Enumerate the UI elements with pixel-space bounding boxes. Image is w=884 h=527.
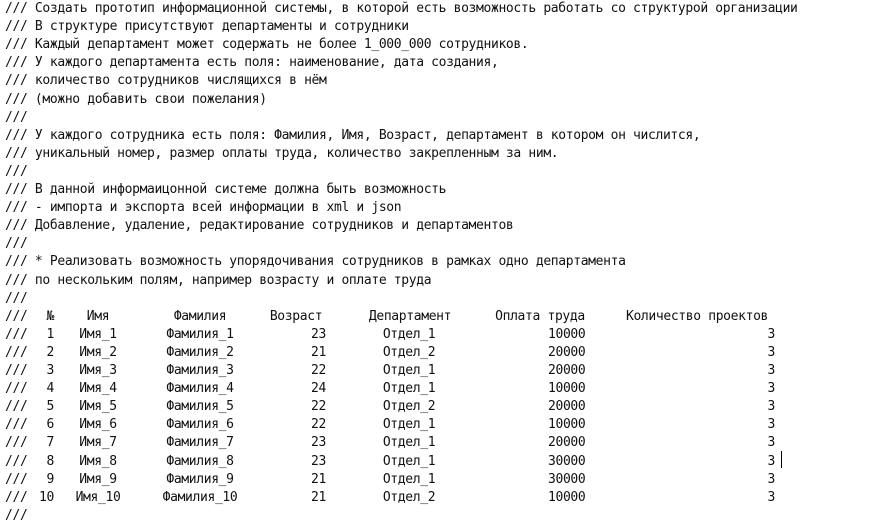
table-cell-age: 24 [311, 381, 326, 397]
table-cell-dept: Отдел_1 [382, 471, 436, 487]
comment-prefix: /// [5, 326, 28, 342]
table-cell-surname: Фамилия_3 [166, 363, 234, 378]
table-cell-projects: 3 [767, 363, 775, 378]
table-cell-dept: Отдел_1 [382, 417, 436, 433]
comment-line: /// Добавление, удаление, редактирование сотрудников и департаментов [5, 218, 514, 234]
table-cell-name: Имя_4 [79, 381, 117, 397]
table-cell-projects: 3 [767, 489, 775, 505]
comment-prefix: /// [5, 453, 28, 469]
table-cell-salary: 10000 [548, 381, 586, 397]
table-cell-projects: 3 [767, 326, 775, 342]
comment-prefix: /// [5, 363, 28, 378]
table-cell-dept: Отдел_2 [382, 344, 436, 360]
table-cell-dept: Отдел_2 [382, 489, 436, 505]
table-cell-projects: 3 [767, 453, 775, 469]
comment-line: /// [5, 290, 28, 306]
comment-line: /// У каждого департамента есть поля: наименование, дата создания, [5, 55, 499, 71]
table-cell-projects: 3 [767, 344, 775, 360]
table-cell-age: 23 [311, 435, 326, 451]
table-cell-surname: Фамилия_2 [166, 344, 234, 360]
comment-line: /// по нескольким полям, например возрасту и оплате труда [5, 272, 432, 288]
comment-line: /// Каждый департамент может содержать не более 1_000_000 сотрудников. [5, 37, 529, 53]
table-cell-surname: Фамилия_8 [166, 453, 234, 469]
comment-line: /// (можно добавить свои пожелания) [5, 91, 267, 107]
comment-prefix: /// [5, 489, 28, 505]
comment-prefix: /// [5, 471, 28, 487]
text-cursor [781, 451, 782, 468]
comment-line: /// У каждого сотрудника есть поля: Фамилия, Имя, Возраст, департамент в котором он числится, [5, 127, 701, 143]
table-cell-num: 10 [39, 489, 54, 505]
table-cell-salary: 10000 [548, 489, 586, 505]
table-header-name: Имя [86, 308, 110, 324]
comment-prefix: /// [5, 417, 28, 433]
table-cell-salary: 30000 [548, 471, 586, 487]
comment-line: /// Создать прототип информационной системы, в которой есть возможность работать со структурой организации [5, 1, 798, 16]
table-cell-projects: 3 [767, 381, 775, 397]
table-cell-surname: Фамилия_5 [166, 399, 234, 415]
table-header-num: № [46, 308, 54, 324]
comment-line: /// [5, 507, 28, 523]
comment-line: /// - импорта и экспорта всей информации в xml и json [5, 200, 402, 216]
table-cell-age: 22 [311, 399, 326, 415]
table-cell-name: Имя_2 [79, 344, 117, 360]
table-cell-num: 3 [46, 363, 54, 378]
table-cell-name: Имя_3 [79, 363, 117, 378]
table-cell-age: 21 [311, 471, 326, 487]
table-cell-projects: 3 [767, 435, 775, 451]
table-cell-surname: Фамилия_9 [166, 471, 234, 487]
comment-line: /// количество сотрудников числящихся в нём [5, 73, 327, 89]
comment-prefix: /// [5, 399, 28, 415]
table-cell-dept: Отдел_1 [382, 363, 436, 378]
table-header-projects: Количество проектов [625, 308, 769, 324]
comment-line: /// [5, 163, 28, 179]
table-cell-num: 6 [46, 417, 54, 433]
table-cell-dept: Отдел_1 [382, 435, 436, 451]
comment-prefix: /// [5, 344, 28, 360]
table-header-age: Возраст [269, 308, 323, 324]
comment-line: /// [5, 236, 28, 252]
table-cell-salary: 20000 [548, 399, 586, 415]
comment-line: /// В данной информаицонной системе должна быть возможность [5, 182, 447, 197]
table-cell-surname: Фамилия_6 [166, 417, 234, 433]
table-cell-num: 4 [46, 381, 54, 397]
table-cell-salary: 10000 [548, 417, 586, 433]
table-cell-salary: 10000 [548, 326, 586, 342]
table-cell-projects: 3 [767, 471, 775, 487]
table-cell-surname: Фамилия_10 [162, 489, 238, 505]
table-cell-salary: 20000 [548, 344, 586, 360]
comment-prefix: /// [5, 308, 28, 324]
table-cell-num: 5 [46, 399, 54, 415]
table-cell-surname: Фамилия_4 [166, 381, 234, 397]
table-cell-salary: 20000 [548, 435, 586, 451]
comment-prefix: /// [5, 435, 28, 451]
table-cell-num: 7 [46, 435, 54, 451]
table-cell-salary: 20000 [548, 363, 586, 378]
table-cell-age: 21 [311, 344, 326, 360]
table-cell-name: Имя_10 [75, 489, 121, 505]
comment-line: /// * Реализовать возможность упорядочивания сотрудников в рамках одно департамента [5, 254, 626, 270]
table-cell-name: Имя_1 [79, 326, 117, 342]
table-cell-name: Имя_6 [79, 417, 117, 433]
table-cell-name: Имя_7 [79, 435, 117, 451]
table-cell-num: 8 [46, 453, 54, 469]
table-cell-age: 21 [311, 489, 326, 505]
table-cell-age: 22 [311, 363, 326, 378]
comment-line: /// [5, 109, 28, 125]
table-cell-salary: 30000 [548, 453, 586, 469]
table-cell-projects: 3 [767, 417, 775, 433]
comment-line: /// уникальный номер, размер оплаты труда, количество закрепленным за ним. [5, 145, 559, 161]
table-cell-surname: Фамилия_1 [166, 326, 234, 342]
table-cell-name: Имя_5 [79, 399, 117, 415]
table-cell-age: 23 [311, 326, 326, 342]
comment-prefix: /// [5, 381, 28, 397]
table-cell-dept: Отдел_1 [382, 381, 436, 397]
table-cell-name: Имя_9 [79, 471, 117, 487]
table-cell-name: Имя_8 [79, 453, 117, 469]
table-cell-num: 9 [46, 471, 54, 487]
table-cell-dept: Отдел_1 [382, 453, 436, 469]
table-header-salary: Оплата труда [495, 308, 585, 324]
table-cell-surname: Фамилия_7 [166, 435, 234, 451]
table-cell-num: 1 [46, 326, 54, 342]
table-header-dept: Департамент [368, 308, 452, 324]
table-cell-age: 22 [311, 417, 326, 433]
comment-line: /// В структуре присутствуют департаменты и сотрудники [5, 19, 409, 35]
table-cell-age: 23 [311, 453, 326, 469]
table-cell-num: 2 [46, 344, 54, 360]
table-cell-projects: 3 [767, 399, 775, 415]
table-header-surname: Фамилия [173, 308, 227, 324]
table-cell-dept: Отдел_1 [382, 326, 436, 342]
table-cell-dept: Отдел_2 [382, 399, 436, 415]
